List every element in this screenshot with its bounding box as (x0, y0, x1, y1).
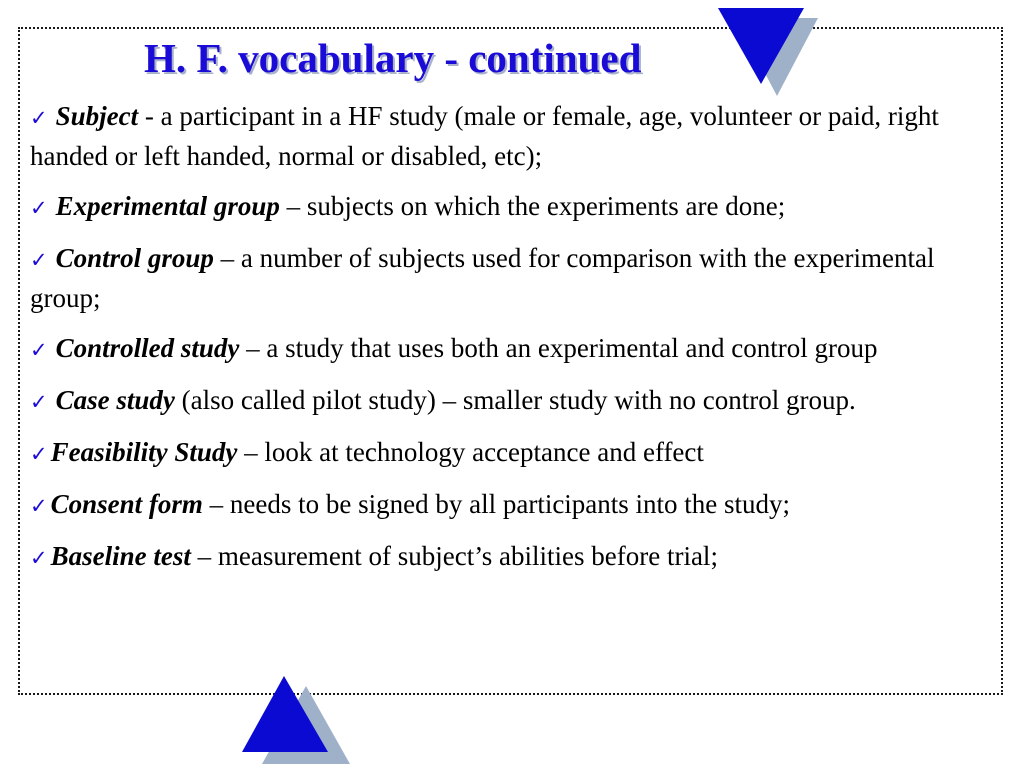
vocabulary-definition: – a study that uses both an experimental and control group (239, 333, 878, 363)
vocabulary-definition: – subjects on which the experiments are done; (279, 191, 786, 221)
checkmark-icon: ✓ (30, 546, 48, 570)
list-item (30, 329, 1010, 369)
vocabulary-term: Controlled study (55, 333, 240, 363)
down-triangle-icon (714, 6, 820, 98)
checkmark-icon: ✓ (30, 106, 48, 130)
list-item (30, 537, 1010, 577)
list-item (30, 239, 1010, 317)
vocabulary-term: Experimental group (55, 191, 280, 221)
up-triangle-icon (240, 674, 352, 766)
checkmark-icon: ✓ (30, 248, 48, 272)
list-item (30, 485, 1010, 525)
vocabulary-definition: – look at technology acceptance and effect (237, 437, 704, 467)
checkmark-icon: ✓ (30, 494, 48, 518)
slide-title: H. F. vocabulary - continued (144, 35, 642, 81)
list-item (30, 433, 1010, 473)
vocabulary-term: Subject (55, 101, 139, 131)
list-item (30, 381, 1010, 421)
vocabulary-definition: – needs to be signed by all participants into the study; (202, 489, 791, 519)
vocabulary-definition: – measurement of subject’s abilities before trial; (190, 541, 718, 571)
vocabulary-term: Case study (55, 385, 175, 415)
vocabulary-definition: (also called pilot study) – smaller study with no control group. (174, 385, 856, 415)
checkmark-icon: ✓ (30, 196, 48, 220)
checkmark-icon: ✓ (30, 390, 48, 414)
vocabulary-term: Feasibility Study (50, 437, 238, 467)
vocabulary-list (30, 97, 1010, 589)
vocabulary-term: Consent form (50, 489, 203, 519)
vocabulary-term: Control group (55, 243, 214, 273)
vocabulary-definition: – a number of subjects used for comparison with the experimental group; (30, 243, 935, 313)
checkmark-icon: ✓ (30, 442, 48, 466)
list-item (30, 187, 1010, 227)
vocabulary-definition: - a participant in a HF study (male or female, age, volunteer or paid, right handed or left handed, normal or disabled, etc); (30, 101, 939, 171)
list-item (30, 97, 1010, 175)
vocabulary-term: Baseline test (50, 541, 191, 571)
checkmark-icon: ✓ (30, 338, 48, 362)
